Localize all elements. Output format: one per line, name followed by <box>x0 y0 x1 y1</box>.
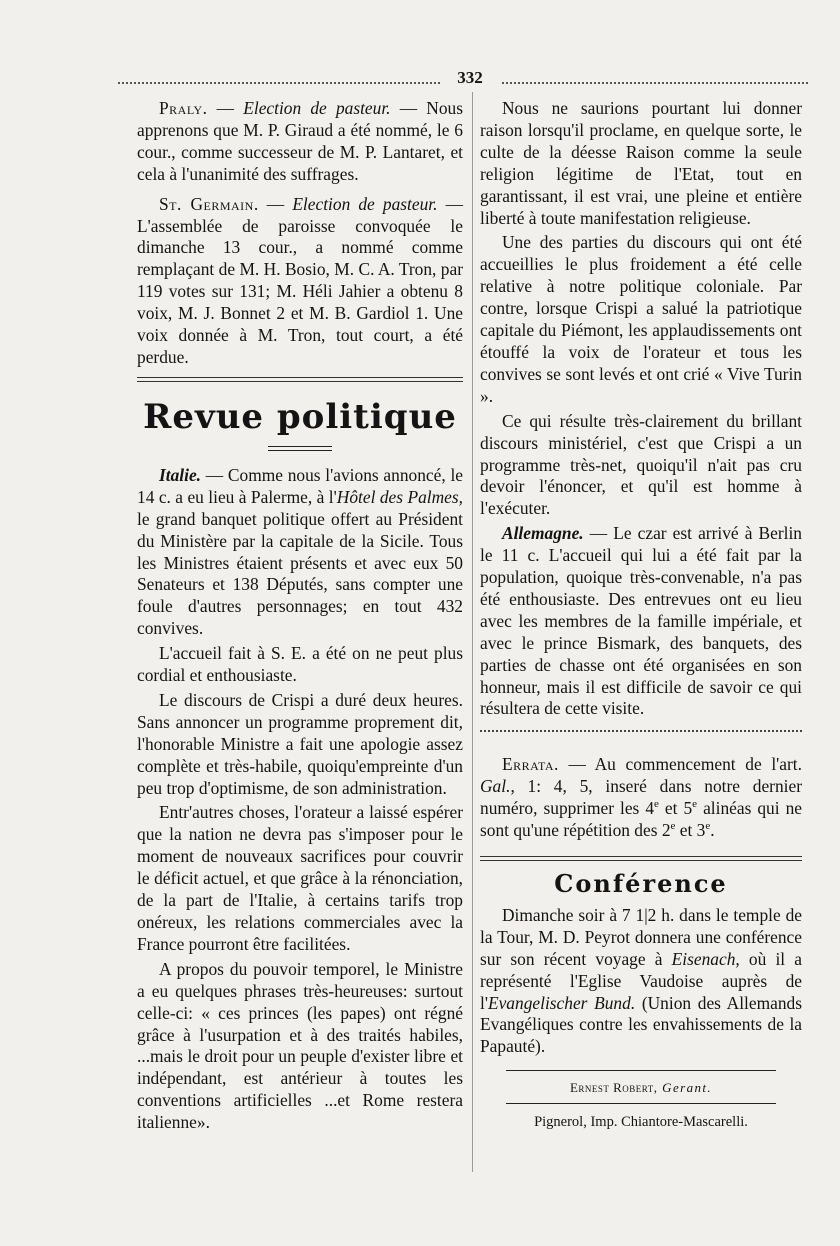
revue-politique-heading: Revue politique <box>143 396 457 437</box>
errata-sup-1: e <box>654 798 659 811</box>
errata-sup-3: e <box>670 820 676 833</box>
italie-p1-a: — Comme nous l'avions annoncé, le 14 c. a eu lieu à Palerme, à l' <box>137 464 463 507</box>
conference-bund: Evangelischer Bund. <box>487 992 636 1013</box>
errata-text-b: , 1: 4, 5, inseré dans notre dernier numéro, supprimer les 4 <box>480 776 802 819</box>
signature <box>480 1077 802 1099</box>
praly-title: Election de pasteur. <box>243 98 391 118</box>
italie-paragraph-2: L'accueil fait à S. E. a été on ne peut plus cordial et enthousiaste. <box>137 643 463 686</box>
praly-place: Praly. <box>159 98 208 118</box>
errata-text-d: alinéas qui ne sont qu'une répétition des 2 <box>480 798 802 841</box>
signature-name: Ernest Robert, <box>569 1080 658 1096</box>
errata-text-a: — Au commencement de l'art. <box>558 754 802 775</box>
allemagne-label: Allemagne. <box>502 523 584 544</box>
italie-paragraph-3: Le discours de Crispi a duré deux heures. Sans annoncer un programme proprement dit, l'honorable Ministre a fait une apologie assez complète et très-habile, quoiqu'empreinte d'un peu trop d'optimisme, de son administration. <box>137 689 463 798</box>
italie-paragraph-1 <box>137 465 463 640</box>
conference-text-c: (Union des Allemands Evangéliques contre les envahissements de la Papauté). <box>480 992 802 1057</box>
errata-label: Errata. <box>502 754 559 775</box>
right-paragraph-2: Une des parties du discours qui ont été accueillies le plus froidement a été celle relative à notre politique coloniale. Par contre, lorsque Crispi a salué la patriotique capitale du Piémont, les applaudissements ont étouffé la voix de l'orateur et tous les convives se sont levés et ont crié « Vive Turin ». <box>480 232 802 406</box>
praly-text: — Nous apprenons que M. P. Giraud a été nommé, le 6 cour., comme successeur de M. P. Lantaret, et cela à l'unanimité des suffrages. <box>137 98 464 184</box>
st-germain-dash: — <box>258 193 293 214</box>
st-germain-notice <box>137 194 463 369</box>
conference-text-a: Dimanche soir à 7 1|2 h. dans le temple de la Tour, M. D. Peyrot donnera une conférence sur son récent voyage à <box>480 904 802 969</box>
errata-sup-4: e <box>705 820 711 833</box>
errata-gal: Gal. <box>480 776 511 797</box>
allemagne-text: — Le czar est arrivé à Berlin le 11 c. L'accueil qui lui a été fait par la population, quoique très-convenable, n'a pas été enthousiaste. Des entrevues ont eu lieu avec les membres de la famille impériale, et avec le prince Bismark, des banquets, des parties de chasse ont été organisées en son honneur, mais il est difficile de savoir ce qui résultera de cette visite. <box>480 523 802 719</box>
printer-rule <box>506 1103 776 1104</box>
heading-underline <box>268 446 332 451</box>
st-germain-title: Election de pasteur. <box>292 193 438 214</box>
page-number: 332 <box>440 68 500 88</box>
st-germain-place: St. Germain. <box>159 193 259 214</box>
conference-heading: Conférence <box>554 869 728 898</box>
errata-text-f: . <box>710 820 715 841</box>
section-divider <box>137 377 463 382</box>
signature-role: Gerant. <box>662 1080 713 1096</box>
right-paragraph-3: Ce qui résulte très-clairement du brillant discours ministériel, c'est que Crispi a un programme très-net, quoiqu'il n'ait pas cru devoir l'énoncer, et qu'il est homme à l'exécuter. <box>480 410 802 519</box>
st-germain-text: — L'assemblée de paroisse convoquée le dimanche 13 cour., a nommé comme remplaçant de M. H. Bosio, M. C. A. Tron, par 119 votes sur 131; M. Héli Jahier a obtenu 8 voix, M. J. Bonnet 2 et M. B. Gardiol 1. Une voix donnée à M. Tron, tout court, a été perdue. <box>137 193 463 367</box>
errata-text-c: et 5 <box>658 798 693 819</box>
left-column <box>137 98 463 1137</box>
errata-sup-2: e <box>692 798 698 811</box>
allemagne-paragraph <box>480 523 802 720</box>
italie-p1-b: le grand banquet politique offert au Président du Ministère par la capitale de la Sicile. Tous les Ministres étaient présents et avec eux 50 Senateurs et 138 Députés, sans compter une foule d'autres personnages; en tout 432 convives. <box>137 508 463 639</box>
italie-paragraph-5: A propos du pouvoir temporel, le Ministre a eu quelques phrases très-heureuses: surtout celle-ci: « ces princes (les papes) ont régné grâce à l'usurpation et à des traités habiles, ...mais le droit pour un peuple d'exister libre et indépendant, est antérieur à toutes les conventions artificielles ...et Rome restera italienne». <box>137 958 463 1133</box>
hotel-name: Hôtel des Palmes, <box>336 486 463 507</box>
signature-rule <box>506 1070 776 1071</box>
conference-divider <box>480 856 802 861</box>
errata-text-e: et 3 <box>675 820 706 841</box>
right-paragraph-1: Nous ne saurions pourtant lui donner raison lorsqu'il proclame, en quelque sorte, le culte de la déesse Raison comme la seule religion légitime de l'Etat, tout en garantissant, il est vrai, une pleine et entière liberté à toute manifestation religieuse. <box>480 98 802 228</box>
italie-label: Italie. <box>159 464 202 485</box>
right-column <box>480 98 802 1134</box>
conference-paragraph <box>480 905 802 1058</box>
praly-dash: — <box>207 98 244 118</box>
column-divider <box>472 92 473 1172</box>
errata-divider <box>480 730 802 732</box>
errata-paragraph <box>480 754 802 842</box>
italie-paragraph-4: Entr'autres choses, l'orateur a laissé espérer que la nation ne devra pas s'imposer pour le moment de nouveaux sacrifices pour couvrir le déficit actuel, et que grâce à la rénonciation, de la part de l'Italie, à certains tarifs trop onéreux, les relations commerciales avec la France pourront être facilitées. <box>137 802 463 954</box>
conference-place: Eisenach, <box>671 948 740 969</box>
praly-notice <box>137 98 463 186</box>
printer-line: Pignerol, Imp. Chiantore-Mascarelli. <box>534 1114 748 1131</box>
conference-text-b: où il a représenté l'Eglise Vaudoise auprès de l' <box>480 948 802 1013</box>
